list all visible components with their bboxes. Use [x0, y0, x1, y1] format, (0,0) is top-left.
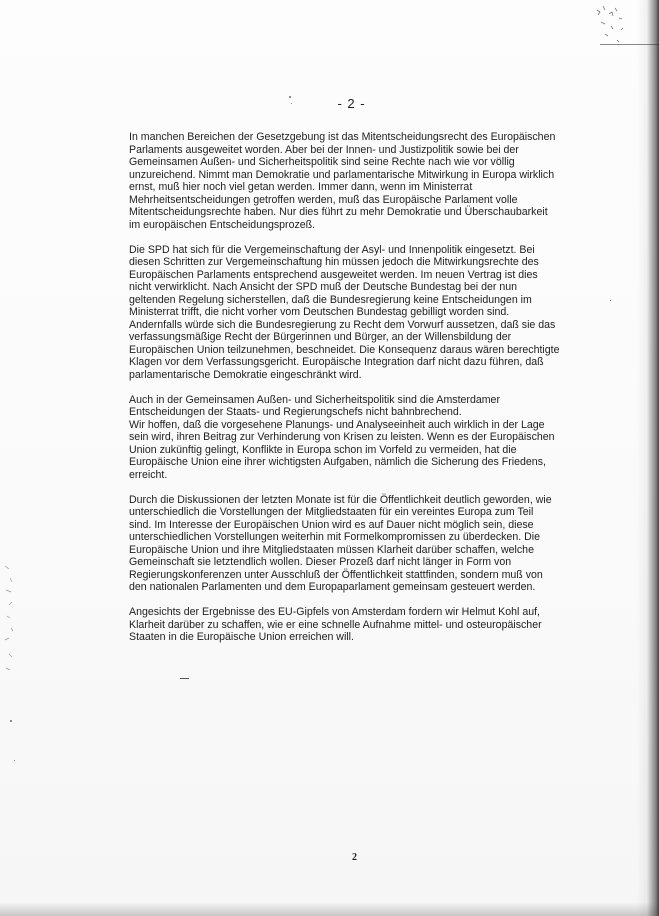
page-footer-number: 2 — [352, 852, 357, 863]
paragraph-codecision: In manchen Bereichen der Gesetzgebung ist das Mitentscheidungsrecht des Europäischen Parlaments ausgeweitet worden. Aber bei der Innen- und Justizpolitik sowie bei der Gemeinsamen Außen- und Sicherheitspolitik sind seine Rechte nach wie vor völlig unzureichend. Nimmt man Demokratie und parlamentarische Mitwirkung in Europa wirklich ernst, muß hier noch viel getan werden. Immer dann, wenn im Ministerrat Mehrheitsentscheidungen getroffen werden, muß das Europäische Parlament volle Mitentscheidungsrechte haben. Nur dies führt zu mehr Demokratie und Überschaubarkeit im europäischen Entscheidungsprozeß. — [129, 131, 556, 231]
scan-shadow-right — [637, 0, 659, 916]
scan-shadow-bottom — [0, 902, 659, 916]
corner-scribble-mark — [591, 0, 631, 48]
page-header-text: - 2 - — [337, 96, 366, 111]
document-body — [129, 131, 591, 656]
paragraph-asylum-policy: Die SPD hat sich für die Vergemeinschaftung der Asyl- und Innenpolitik eingesetzt. Bei diesen Schritten zur Vergemeinschaftung hin müssen jedoch die Mitwirkungsrechte des Europäischen Parlaments entsprechend ausgeweitet werden. Im neuen Vertrag ist dies nicht verwirklicht. Nach Ansicht der SPD muß der Deutsche Bundestag bei der nun geltenden Regelung sicherstellen, daß die Bundesregierung keine Entscheidungen im Ministerrat trifft, die nicht vorher vom Deutschen Bundestag gebilligt worden sind. Andernfalls würde sich die Bundesregierung zu Recht dem Vorwurf aussetzen, daß sie das verfassungsmäßige Recht der Bürgerinnen und Bürger, an der Willensbildung der Europäischen Union teilzunehmen, beschneidet. Die Konsequenz daraus wären berechtigte Klagen vor dem Verfassungsgericht. Europäische Integration darf nicht dazu führen, daß parlamentarische Demokratie eingeschränkt wird. — [129, 243, 560, 381]
left-margin-scratches — [2, 560, 18, 680]
paragraph-amsterdam-demand: Angesichts der Ergebnisse des EU-Gipfels von Amsterdam fordern wir Helmut Kohl auf, Klarheit darüber zu schaffen, wie er eine schnelle Aufnahme mittel- und osteuropäischer Staaten in die Europäische Union erreichen will. — [129, 606, 542, 643]
paragraph-member-state-visions: Durch die Diskussionen der letzten Monate ist für die Öffentlichkeit deutlich geworden, wie unterschiedlich die Vorstellungen der Mitgliedstaaten für ein vereintes Europa zum Teil sind. Im Interesse der Europäischen Union wird es auf Dauer nicht möglich sein, diese unterschiedlichen Vorstellungen weiterhin mit Formelkompromissen zu überdecken. Die Europäische Union und ihre Mitgliedstaaten müssen Klarheit darüber schaffen, welche Gemeinschaft sie letztendlich wollen. Dieser Prozeß darf nicht länger in Form von Regierungskonferenzen unter Ausschluß der Öffentlichkeit stattfinden, sondern muß von den nationalen Parlamenten und dem Europaparlament gemeinsam gesteuert werden. — [129, 493, 552, 593]
page-header-number — [0, 96, 659, 111]
stray-dash-mark — [180, 678, 189, 679]
paragraph-foreign-security-policy: Auch in der Gemeinsamen Außen- und Sicherheitspolitik sind die Amsterdamer Entscheidungen der Staats- und Regierungschefs nicht bahnbrechend. Wir hoffen, daß die vorgesehene Planungs- und Analyseeinheit auch wirklich in der Lage sein wird, ihren Beitrag zur Verhinderung von Krisen zu leisten. Wenn es der Europäischen Union zukünftig gelingt, Konflikte in Europa schon im Vorfeld zu vermeiden, hat die Europäische Union eine ihrer wichtigsten Aufgaben, nämlich die Sicherung des Friedens, erreicht. — [129, 393, 555, 481]
